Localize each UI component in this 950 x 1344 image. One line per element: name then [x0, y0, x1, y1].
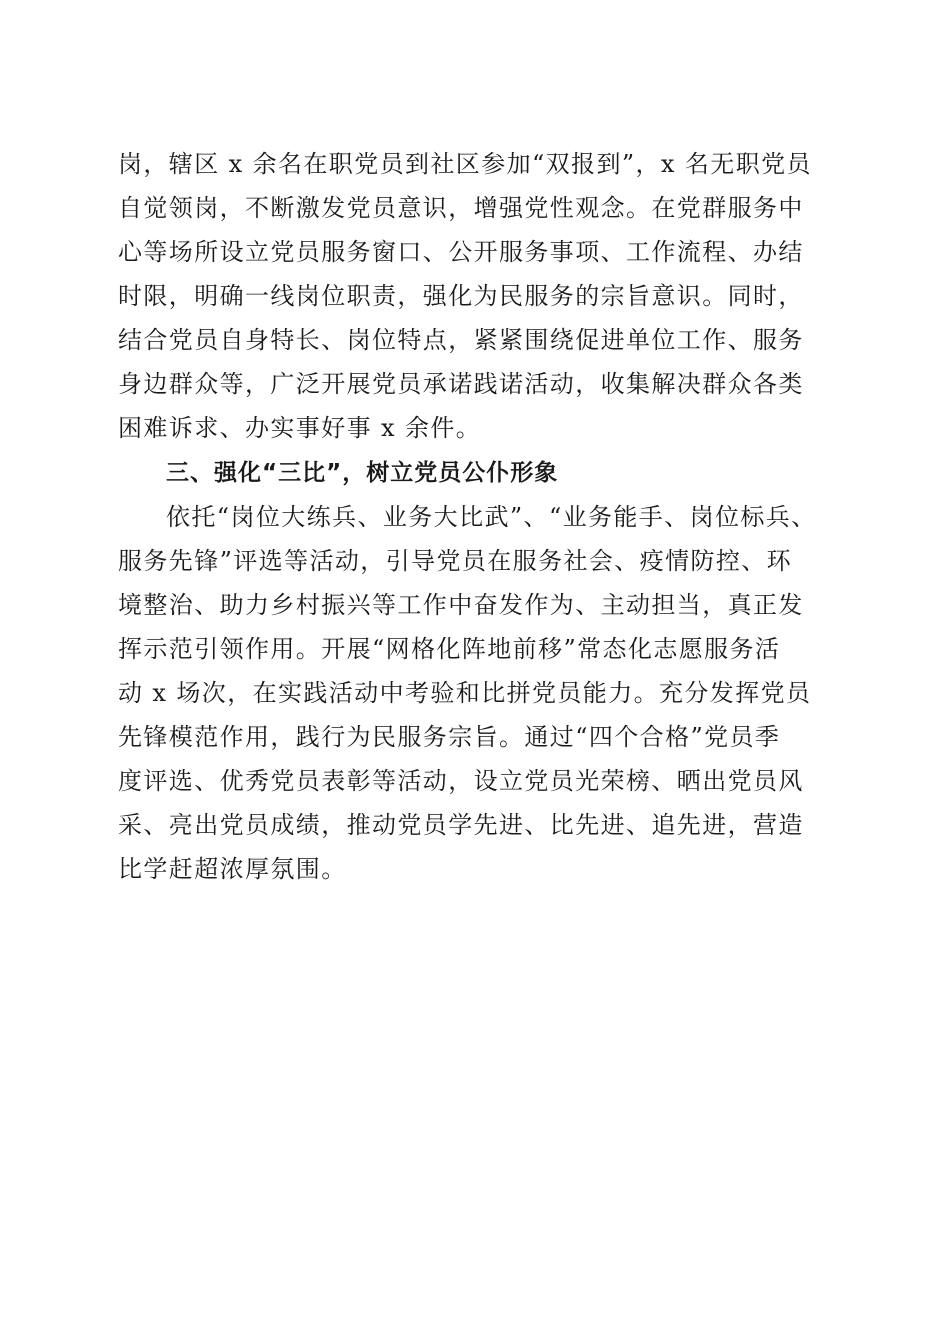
paragraph-line: 岗，辖区 x 余名在职党员到社区参加“双报到”，x 名无职党员 — [118, 150, 812, 178]
paragraph-line: 身边群众等，广泛开展党员承诺践诺活动，收集解决群众各类 — [118, 370, 804, 398]
section-heading: 三、强化“三比”，树立党员公仆形象 — [166, 460, 559, 486]
paragraph-line: 依托“岗位大练兵、业务大比武”、“业务能手、岗位标兵、 — [166, 503, 817, 531]
continued-paragraph — [118, 142, 838, 450]
paragraph-line: 结合党员自身特长、岗位特点，紧紧围绕促进单位工作、服务 — [118, 326, 804, 354]
paragraph-line: 心等场所设立党员服务窗口、公开服务事项、工作流程、办结 — [118, 238, 804, 266]
paragraph-line: 挥示范引领作用。开展“网格化阵地前移”常态化志愿服务活 — [118, 635, 781, 663]
paragraph-line: 度评选、优秀党员表彰等活动，设立党员光荣榜、晒出党员风 — [118, 767, 804, 795]
section-three — [118, 451, 838, 891]
paragraph-line: 自觉领岗，不断激发党员意识，增强党性观念。在党群服务中 — [118, 194, 804, 222]
paragraph-line: 采、亮出党员成绩，推动党员学先进、比先进、追先进，营造 — [118, 811, 804, 839]
paragraph-line: 比学赶超浓厚氛围。 — [118, 855, 347, 883]
paragraph-line: 困难诉求、办实事好事 x 余件。 — [118, 414, 482, 442]
paragraph-line: 时限，明确一线岗位职责，强化为民服务的宗旨意识。同时， — [118, 282, 804, 310]
paragraph-line: 先锋模范作用，践行为民服务宗旨。通过“四个合格”党员季 — [118, 723, 781, 751]
paragraph-line: 境整治、助力乡村振兴等工作中奋发作为、主动担当，真正发 — [118, 591, 804, 619]
paragraph-line: 服务先锋”评选等活动，引导党员在服务社会、疫情防控、环 — [118, 547, 793, 575]
paragraph-line: 动 x 场次，在实践活动中考验和比拼党员能力。充分发挥党员 — [118, 679, 812, 707]
